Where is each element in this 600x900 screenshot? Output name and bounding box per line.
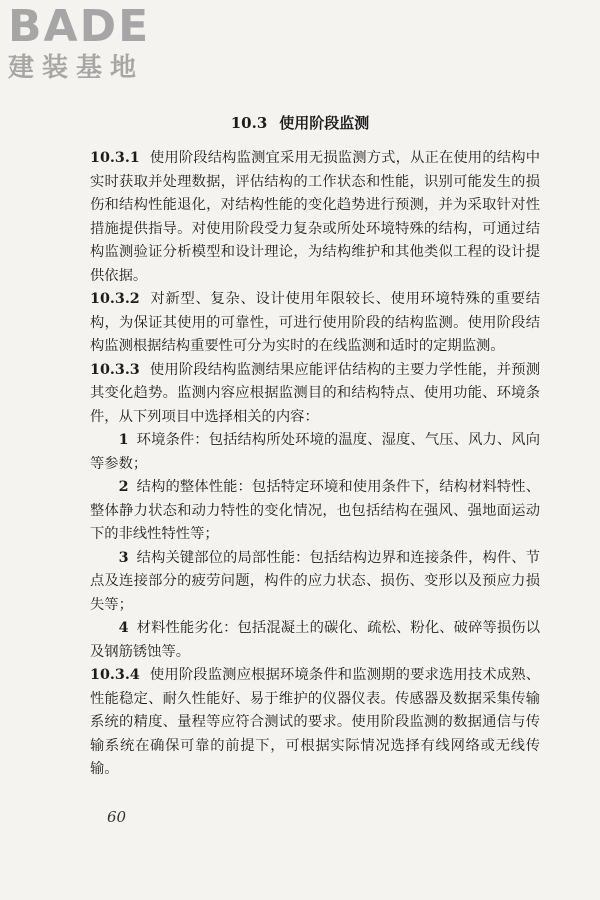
clause-10-3-2	[90, 288, 540, 359]
item-text: 结构的整体性能：包括特定环境和使用条件下，结构材料特性、整体静力状态和动力特性的变化情况，也包括结构在强风、强地面运动下的非线性特性等；	[90, 479, 540, 542]
clause-text: 对新型、复杂、设计使用年限较长、使用环境特殊的重要结构，为保证其使用的可靠性，可进行使用阶段的结构监测。使用阶段结构监测根据结构重要性可分为实时的在线监测和适时的定期监测。	[90, 291, 540, 354]
list-item	[90, 429, 540, 476]
clause-10-3-4	[90, 664, 540, 782]
logo-text-cn: 建装基地	[8, 53, 145, 83]
item-text: 材料性能劣化：包括混凝土的碳化、疏松、粉化、破碎等损伤以及钢筋锈蚀等。	[90, 620, 540, 660]
clause-text: 使用阶段监测应根据环境条件和监测期的要求选用技术成熟、性能稳定、耐久性能好、易于维护的仪器仪表。传感器及数据采集传输系统的精度、量程等应符合测试的要求。使用阶段监测的数据通信与传输系统在确保可靠的前提下，可根据实际情况选择有线网络或无线传输。	[90, 667, 540, 777]
page-number: 60	[107, 808, 127, 826]
clause-10-3-1	[90, 147, 540, 288]
section-title-text: 使用阶段监测	[279, 114, 370, 132]
page-content	[90, 147, 540, 782]
item-text: 环境条件：包括结构所处环境的温度、湿度、气压、风力、风向等参数；	[90, 432, 540, 472]
clause-text: 使用阶段结构监测宜采用无损监测方式，从正在使用的结构中实时获取并处理数据，评估结构的工作状态和性能，识别可能发生的损伤和结构性能退化，对结构性能的变化趋势进行预测，并为采取针对性措施提供指导。对使用阶段受力复杂或所处环境特殊的结构，可通过结构监测验证分析模型和设计理论，为结构维护和其他类似工程的设计提供依据。	[90, 150, 540, 284]
clause-10-3-3	[90, 359, 540, 430]
watermark-logo	[8, 1, 178, 84]
clause-number: 10.3.1	[90, 150, 140, 166]
list-item	[90, 617, 540, 664]
clause-number: 10.3.3	[90, 361, 140, 378]
clause-number: 10.3.4	[90, 667, 140, 683]
clause-number: 10.3.2	[90, 291, 140, 307]
logo-text-en: BADE	[8, 1, 151, 52]
item-number: 3	[118, 549, 129, 566]
section-number: 10.3	[230, 114, 268, 132]
clause-text: 使用阶段结构监测结果应能评估结构的主要力学性能，并预测其变化趋势。监测内容应根据监测目的和结构特点、使用功能、环境条件，从下列项目中选择相关的内容：	[90, 361, 540, 425]
item-text: 结构关键部位的局部性能：包括结构边界和连接条件，构件、节点及连接部分的疲劳问题，构件的应力状态、损伤、变形以及预应力损失等；	[90, 549, 540, 613]
list-item	[90, 547, 540, 618]
item-number: 2	[118, 479, 129, 495]
list-item	[90, 476, 540, 547]
item-number: 1	[118, 432, 129, 448]
item-number: 4	[118, 620, 129, 636]
section-heading	[0, 113, 600, 133]
